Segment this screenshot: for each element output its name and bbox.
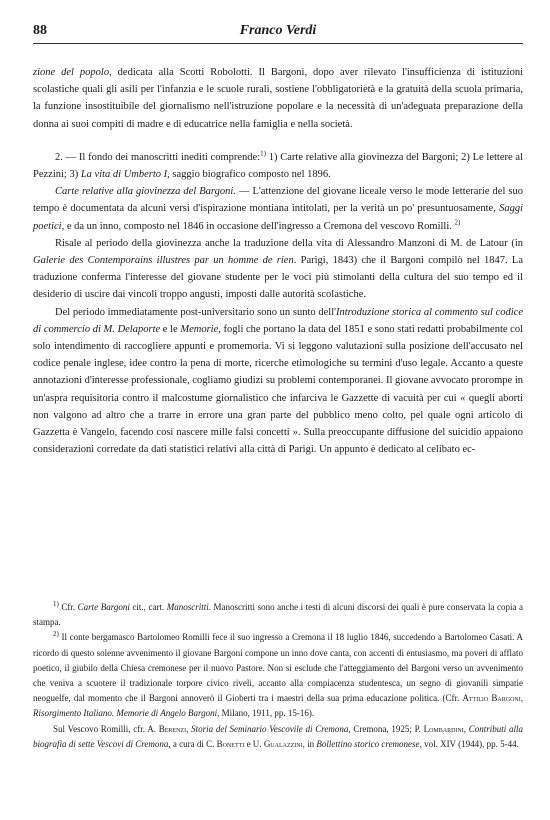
text-run: cit., cart.: [129, 602, 167, 612]
footnote-ref-1[interactable]: 1): [260, 149, 266, 158]
text-run: , a cura di C.: [168, 738, 217, 749]
footnote-3: [33, 722, 523, 752]
work-title: La vita di Umberto I: [80, 169, 168, 181]
page-header: [33, 21, 523, 43]
work-title: Contributi alla biografia di sette Vescovi di Cremona: [33, 723, 523, 749]
footnote-2: [33, 630, 523, 721]
work-title: Bollettino storico cremonese: [316, 738, 420, 749]
main-text: [33, 64, 523, 458]
work-title: Saggi poetici: [33, 203, 523, 232]
text-run: , dedicata alla Scotti Robolotti. Il Bargoni, dopo aver rilevato l'insufficienza di istituzioni scolastiche quali gli asili per l'infanzia e le scuole rurali, sostiene l'obbligatorietà e la gratuità della scuola primaria, la funzione insostituibile del giornalismo nell'istruzione popolare e la necessità di un'adeguata preparazione della donna ai suoi compiti di madre e di educatrice nella famiglia e nella società.: [33, 67, 523, 130]
author-name: Bonetti: [216, 738, 245, 749]
text-run: , saggio biografico composto nel 1896.: [167, 169, 331, 181]
paragraph-2: [33, 149, 523, 183]
paragraph-5: [33, 304, 523, 459]
emphasis: zione del popolo: [33, 67, 110, 78]
work-title: Manoscritti: [166, 602, 209, 612]
text-run: Cfr.: [58, 602, 78, 612]
text-run: ,: [186, 723, 192, 734]
work-title: Galerie des Contemporains illustres par un homme de rien: [33, 255, 294, 267]
paragraph-3: [33, 183, 523, 235]
work-title: Carte Bargoni: [77, 602, 130, 612]
work-title: Risorgimento Italiano. Memorie di Angelo Bargoni: [33, 708, 218, 719]
text-run: Il conte bergamasco Bartolomeo Romilli fece il suo ingresso a Cremona il 18 luglio 1846, succedendo a Bartolomeo Casati. A ricordo di questo solenne avvenimento il giovane Bargoni compone un inno dove canta, con accenti di entusiasmo, ma poveri di afflato poetico, il giubilo della Chiesa cremonese per il nuovo Pastore. Non si esclude che l'atteggiamento del Bargoni verso un avvenimento che veniva a scuotere il tradizionale torpore civico riveli, accanto alla compiacenza studentesca, un segno di giovanili simpatie neoguelfe, dal momento che il Bargoni annoverò il Gioberti tra i maestri della sua prima educazione politica. (Cfr.: [33, 632, 523, 704]
page-number: 88: [33, 23, 47, 38]
author-name: Gualazzini: [263, 738, 303, 749]
footnotes: [33, 600, 523, 752]
text-run: . Parigi, 1843) che il Bargoni compilò nel 1847. La traduzione conferma l'interesse del giovane studente per le voci più stimolanti della cultura del suo tempo ed il desiderio di uscire dai vincoli troppo angusti, imposti dalle autorità scolastiche.: [33, 255, 524, 301]
paragraph-4: [33, 235, 523, 304]
text-run: Del periodo immediatamente post-universitario sono un sunto dell': [55, 306, 336, 318]
author-name: Lombardini: [423, 723, 464, 734]
author-name: Attilio Bargoni: [462, 693, 521, 704]
work-title: Introduzione storica al commento sul codice di commercio di M. Delaporte: [33, 306, 523, 335]
text-run: , Milano, 1911, pp. 15-16).: [217, 708, 315, 719]
text-run: Risale al periodo della giovinezza anche la traduzione della vita di Alessandro Manzoni di M. de Latour (in: [55, 237, 523, 249]
text-run: . Manoscritti sono anche i testi di alcuni discorsi dei quali è pure conservata la copia a stampa.: [33, 602, 524, 628]
section-heading: Carte relative alla giovinezza del Bargoni.: [55, 186, 236, 198]
footnote-ref-2[interactable]: 2): [454, 218, 461, 227]
running-head: Franco Verdi: [239, 23, 317, 38]
header-rule: [33, 43, 523, 44]
text-run: — L'attenzione del giovane liceale verso le mode letterarie del suo tempo è documentata da alcuni versi d'ispirazione montiana intitolati, per la verità un po' presuntuosamente,: [33, 186, 523, 215]
text-run: , fogli che portano la data del 1851 e sono stati redatti probabilmente col solo intendimento di raccogliere appunti e promemoria. Vi si leggono valutazioni sulla posizione dell'accusato nel codice penale inglese, idee contro la pena di morte, ricerche etimologiche su termini d'uso legale. Accanto a queste annotazioni d'interesse professionale, cogliamo giudizi su problemi contemporanei. Il giovane avvocato prorompe in un'aspra requisitoria contro il malcostume giornalistico che infarciva le Gazzette di vacuità per cui « quegli aborti non valgono ad altro che a trarre in errore una gran parte del pubblico meno colto, pel quale ogni articolo di Gazzetta è Vangelo, facendo così nascere mille falsi concetti ». Sulla preoccupante diffusione del suicidio appaiono considerazioni corredate da dati statistici relativi alla città di Parigi. Un appunto è dedicato al celibato ec-: [33, 323, 523, 456]
text-run: 2. — Il fondo dei manoscritti inediti comprende:: [55, 151, 261, 163]
text-run: , Cremona, 1925; P.: [348, 723, 424, 734]
text-run: 1) Carte relative alla giovinezza del Bargoni; 2) Le lettere al Pezzini; 3): [33, 151, 524, 181]
text-run: ,: [463, 723, 469, 734]
text-run: ,: [520, 693, 523, 704]
footnote-mark-2: 2): [53, 630, 59, 639]
paragraph-1: [33, 64, 523, 133]
footnote-1: [33, 600, 523, 630]
text-run: , in: [302, 738, 317, 749]
text-run: , e da un inno, composto nel 1846 in occasione dell'ingresso a Cremona del vescovo Romilli.: [61, 220, 452, 232]
text-run: e le: [160, 323, 181, 335]
text-run: e U.: [244, 738, 264, 749]
author-name: Berenzi: [158, 723, 187, 734]
work-title: Memorie: [180, 323, 219, 335]
text-run: , vol. XIV (1944), pp. 5-44.: [419, 738, 519, 749]
text-run: Sul Vescovo Romilli, cfr. A.: [53, 723, 159, 734]
work-title: Storia del Seminario Vescovile di Cremona: [191, 723, 349, 734]
footnote-mark-1: 1): [53, 600, 59, 608]
